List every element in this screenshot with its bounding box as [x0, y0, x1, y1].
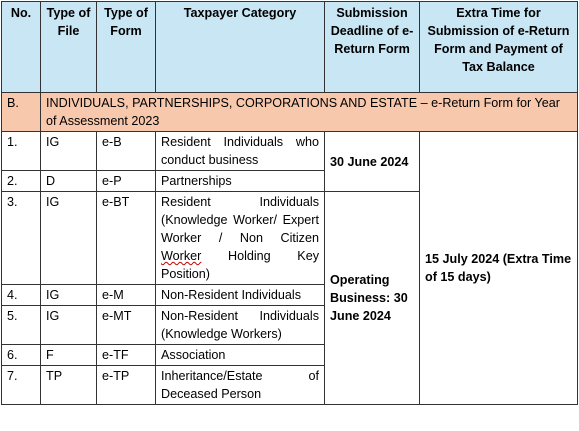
category-text-part: Holding Key Position) [161, 249, 319, 281]
row-file-type: F [41, 345, 97, 366]
header-extra-time: Extra Time for Submission of e-Return Form and Payment of Tax Balance [420, 2, 578, 93]
row-no: 4. [2, 285, 41, 306]
row-file-type: D [41, 171, 97, 192]
row-taxpayer-category: Inheritance/Estate of Deceased Person [156, 366, 325, 405]
section-code: B. [2, 93, 41, 132]
row-taxpayer-category: Resident Individuals who conduct business [156, 132, 325, 171]
deadline-rows-3-7: Operating Business: 30 June 2024 [325, 192, 420, 405]
row-form-type: e-M [97, 285, 156, 306]
row-no: 5. [2, 306, 41, 345]
table-row [2, 132, 578, 171]
row-no: 2. [2, 171, 41, 192]
row-form-type: e-B [97, 132, 156, 171]
header-type-of-form: Type of Form [97, 2, 156, 93]
header-type-of-file: Type of File [41, 2, 97, 93]
row-form-type: e-MT [97, 306, 156, 345]
row-taxpayer-category: Association [156, 345, 325, 366]
row-form-type: e-BT [97, 192, 156, 285]
row-taxpayer-category: Partnerships [156, 171, 325, 192]
category-text-part: Resident Individuals (Knowledge Worker/ Expert Worker / Non Citizen [161, 195, 319, 245]
row-file-type: TP [41, 366, 97, 405]
row-file-type: IG [41, 306, 97, 345]
row-no: 3. [2, 192, 41, 285]
extra-time-cell: 15 July 2024 (Extra Time of 15 days) [420, 132, 578, 405]
header-submission-deadline: Submission Deadline of e-Return Form [325, 2, 420, 93]
row-file-type: IG [41, 285, 97, 306]
row-form-type: e-P [97, 171, 156, 192]
header-row [2, 2, 578, 93]
row-no: 1. [2, 132, 41, 171]
row-taxpayer-category: Non-Resident Individuals (Knowledge Workers) [156, 306, 325, 345]
spellcheck-flagged-word: Worker [161, 249, 202, 263]
tax-deadline-table [1, 1, 578, 405]
header-taxpayer-category: Taxpayer Category [156, 2, 325, 93]
deadline-rows-1-2: 30 June 2024 [325, 132, 420, 192]
row-file-type: IG [41, 192, 97, 285]
row-no: 6. [2, 345, 41, 366]
header-no: No. [2, 2, 41, 93]
row-no: 7. [2, 366, 41, 405]
section-row [2, 93, 578, 132]
row-file-type: IG [41, 132, 97, 171]
row-taxpayer-category [156, 192, 325, 285]
row-form-type: e-TF [97, 345, 156, 366]
section-title: INDIVIDUALS, PARTNERSHIPS, CORPORATIONS AND ESTATE – e-Return Form for Year of Assessment 2023 [41, 93, 578, 132]
row-taxpayer-category: Non-Resident Individuals [156, 285, 325, 306]
row-form-type: e-TP [97, 366, 156, 405]
